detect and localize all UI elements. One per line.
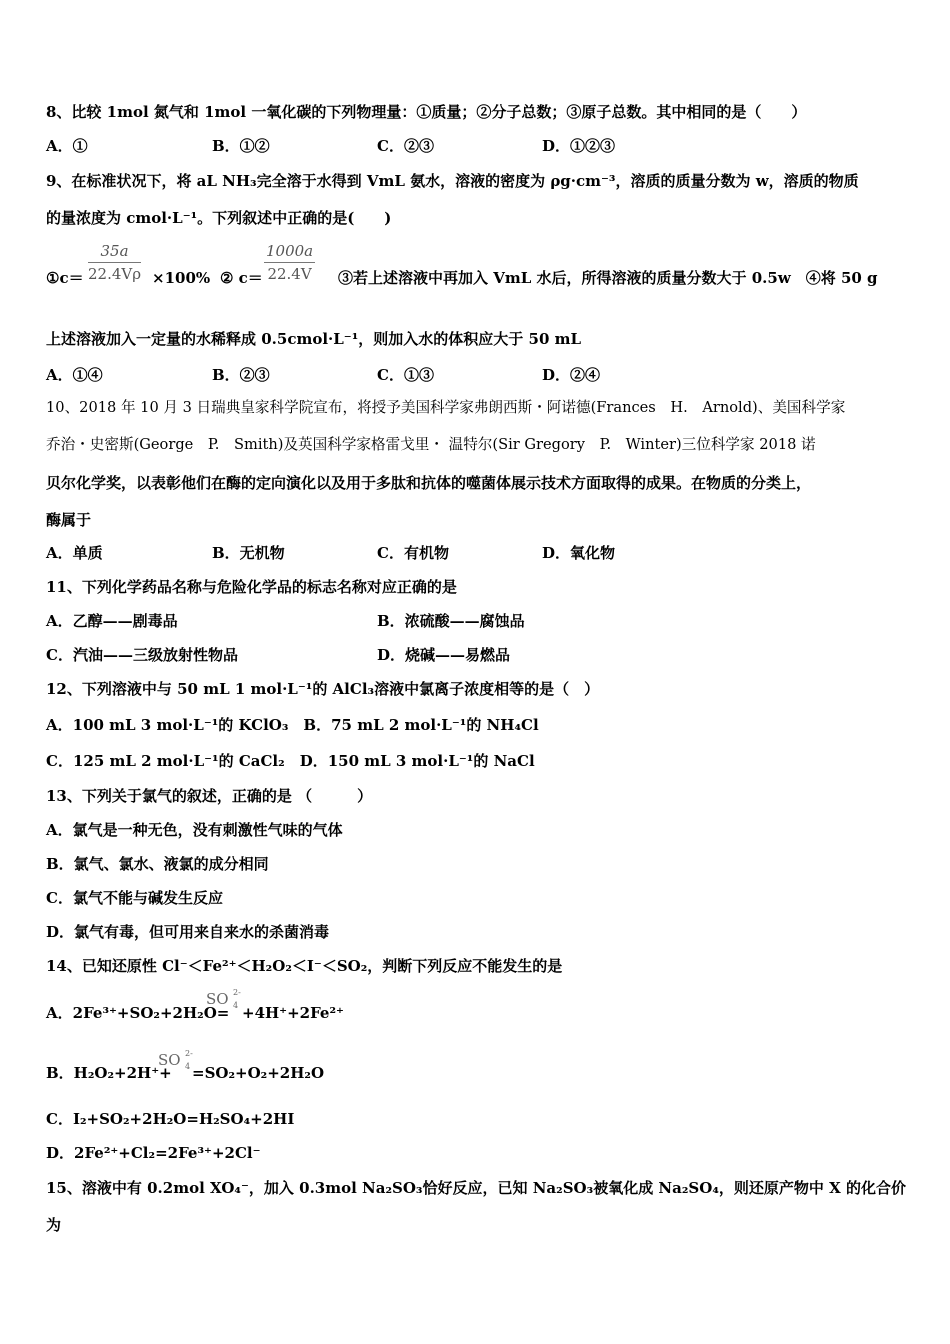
q13-option-a: A．氯气是一种无色，没有刺激性气味的气体 [46, 821, 343, 839]
q14-option-b-left: B．H₂O₂+2H⁺+ [46, 1064, 172, 1082]
q11-stem: 11、下列化学药品名称与危险化学品的标志名称对应正确的是 [46, 578, 457, 596]
q15-stem-line1: 15、溶液中有 0.2mol XO₄⁻，加入 0.3mol Na₂SO₃恰好反应，已知 Na₂SO₃被氧化成 Na₂SO₄，则还原产物中 X 的化合价 [46, 1179, 906, 1197]
q14-ion-a-charge: 2- [233, 988, 241, 997]
q14-option-d: D．2Fe²⁺+Cl₂=2Fe³⁺+2Cl⁻ [46, 1144, 261, 1162]
q9-option-d: D．②④ [542, 366, 601, 384]
q9-fraction-2-denominator: 22.4V [267, 265, 312, 283]
q8-option-d: D．①②③ [542, 137, 616, 155]
q10-stem-line1: 10、2018 年 10 月 3 日瑞典皇家科学院宣布，将授予美国科学家弗朗西斯・阿诺德(Frances H. Arnold)、美国科学家 [46, 399, 846, 416]
q13-option-d: D．氯气有毒，但可用来自来水的杀菌消毒 [46, 923, 330, 941]
q14-ion-a-formula: SO [206, 990, 229, 1008]
q14-ion-b-charge: 2- [185, 1049, 193, 1058]
q9-option-b: B．②③ [212, 366, 270, 384]
q9-fraction-2 [264, 242, 315, 283]
q14-option-b-right: =SO₂+O₂+2H₂O [192, 1064, 325, 1082]
q9-fraction-1-denominator: 22.4Vρ [88, 265, 142, 283]
q9-stem-line3: 上述溶液加入一定量的水稀释成 0.5cmol·L⁻¹，则加入水的体积应大于 50 mL [46, 330, 582, 348]
q13-option-c: C．氯气不能与碱发生反应 [46, 889, 223, 907]
q12-options-ab: A．100 mL 3 mol·L⁻¹的 KClO₃ B．75 mL 2 mol·L⁻¹的 NH₄Cl [46, 716, 539, 734]
q9-item3: ③若上述溶液中再加入 VmL 水后，所得溶液的质量分数大于 0.5w ④将 50 g [338, 269, 878, 287]
q14-ion-b-formula: SO [158, 1051, 181, 1069]
q9-option-a: A．①④ [46, 366, 103, 384]
q14-option-b-sulfate-ion [158, 1049, 193, 1071]
q13-option-b: B．氯气、氯水、液氯的成分相同 [46, 855, 269, 873]
q9-stem-line2: 的量浓度为 cmol·L⁻¹。下列叙述中正确的是( ) [46, 209, 392, 227]
q8-option-b: B．①② [212, 137, 270, 155]
q14-ion-a-subscript: 4 [233, 1001, 239, 1010]
q9-fraction-1 [88, 242, 141, 283]
q10-stem-line2: 乔治・史密斯(George P. Smith)及英国科学家格雷戈里・ 温特尔(Sir Gregory P. Winter)三位科学家 2018 诺 [46, 436, 816, 453]
q10-stem-line3: 贝尔化学奖，以表彰他们在酶的定向演化以及用于多肽和抗体的噬菌体展示技术方面取得的成果。在物质的分类上， [46, 474, 812, 492]
q14-option-a-sulfate-ion [206, 988, 241, 1010]
q9-item1-suffix: ×100% [152, 269, 211, 287]
q9-item1-prefix: ①c＝ [46, 269, 84, 287]
q9-stem-line1: 9、在标准状况下，将 aL NH₃完全溶于水得到 VmL 氨水，溶液的密度为 ρg·cm⁻³，溶质的质量分数为 w，溶质的物质 [46, 172, 859, 190]
q9-fraction-2-numerator: 1000a [264, 242, 315, 263]
q14-option-a-left: A．2Fe³⁺+SO₂+2H₂O= [46, 1004, 230, 1022]
q11-option-a: A．乙醇——剧毒品 [46, 612, 178, 630]
q8-option-a: A．① [46, 137, 88, 155]
q13-stem: 13、下列关于氯气的叙述，正确的是 （ ） [46, 787, 373, 805]
q10-option-d: D．氧化物 [542, 544, 616, 562]
q14-option-a-right: +4H⁺+2Fe²⁺ [242, 1004, 344, 1022]
q12-stem: 12、下列溶液中与 50 mL 1 mol·L⁻¹的 AlCl₃溶液中氯离子浓度相等的是（ ） [46, 680, 600, 698]
q10-option-c: C．有机物 [377, 544, 449, 562]
q15-stem-line2: 为 [46, 1216, 62, 1234]
q9-option-c: C．①③ [377, 366, 434, 384]
q11-option-b: B．浓硫酸——腐蚀品 [377, 612, 525, 630]
q8-option-c: C．②③ [377, 137, 434, 155]
q8-stem: 8、比较 1mol 氮气和 1mol 一氧化碳的下列物理量：①质量；②分子总数；③原子总数。其中相同的是（ ） [46, 103, 807, 121]
q9-item2-prefix: ② c＝ [220, 269, 263, 287]
q14-option-c: C．I₂+SO₂+2H₂O=H₂SO₄+2HI [46, 1110, 295, 1128]
q12-options-cd: C．125 mL 2 mol·L⁻¹的 CaCl₂ D．150 mL 3 mol·L⁻¹的 NaCl [46, 752, 535, 770]
q10-stem-line4: 酶属于 [46, 511, 92, 529]
q10-option-b: B．无机物 [212, 544, 285, 562]
q11-option-d: D．烧碱——易燃品 [377, 646, 511, 664]
q14-ion-b-subscript: 4 [185, 1062, 191, 1071]
q10-option-a: A．单质 [46, 544, 103, 562]
q9-fraction-1-numerator: 35a [88, 242, 141, 263]
q11-option-c: C．汽油——三级放射性物品 [46, 646, 238, 664]
q14-stem: 14、已知还原性 Cl⁻＜Fe²⁺＜H₂O₂＜I⁻＜SO₂，判断下列反应不能发生的是 [46, 957, 563, 975]
